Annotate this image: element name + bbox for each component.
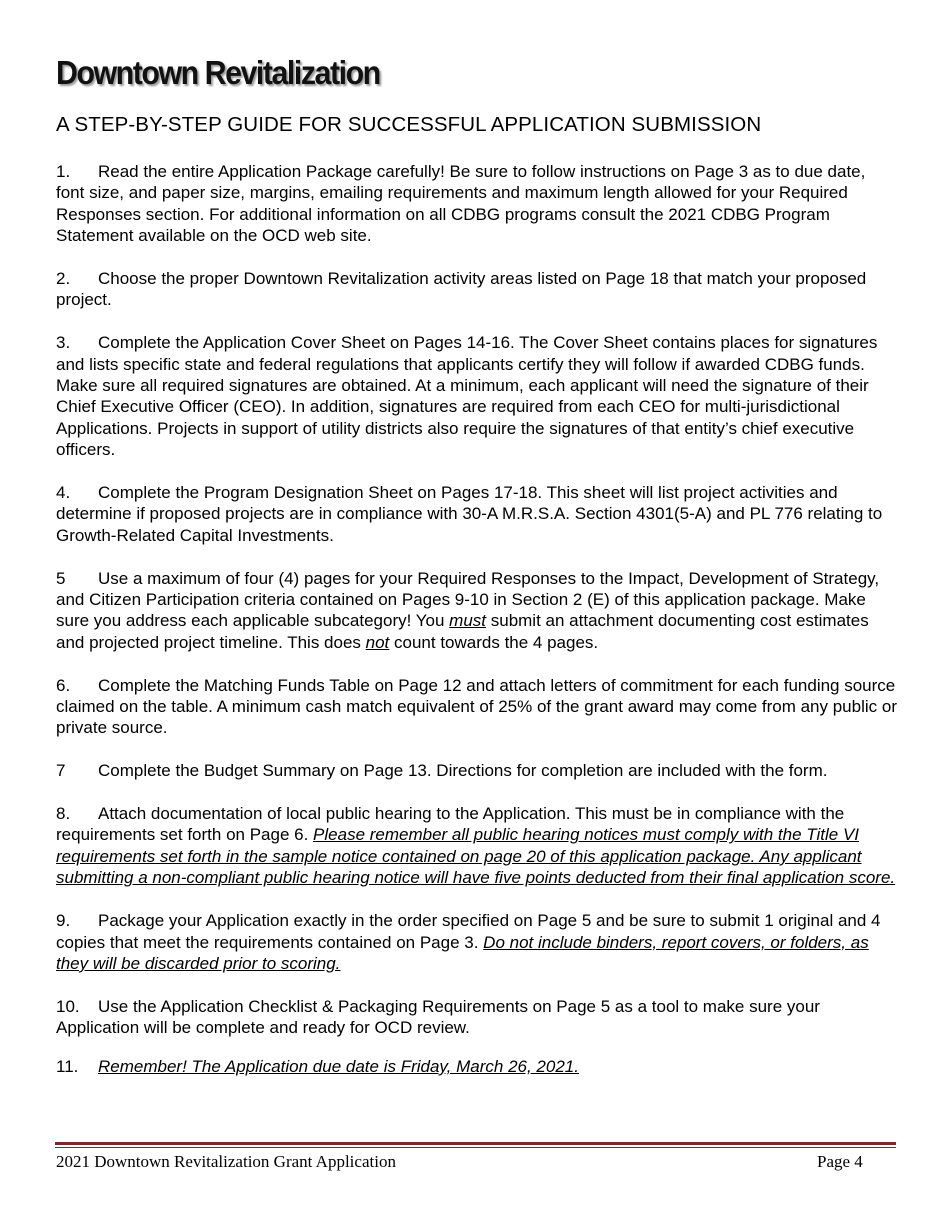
step-text: Complete the Program Designation Sheet on Pages 17-18. This sheet will list project activities and determine if proposed projects are in compliance with 30-A M.R.S.A. Section 4301(5-A) and PL 776 relating to Growth-Related Capital Investments. bbox=[56, 483, 883, 545]
step-text: Choose the proper Downtown Revitalization activity areas listed on Page 18 that match your proposed project. bbox=[56, 269, 867, 310]
step-3 bbox=[56, 332, 898, 460]
step-text: submit an attachment documenting cost estimates and projected project timeline. This does bbox=[56, 611, 869, 652]
step-number: 3. bbox=[56, 333, 71, 353]
step-text: Attach documentation of local public hearing to the Application. This must be in compliance with the requirements set forth on Page 6. bbox=[56, 804, 845, 845]
step-emphasis: Remember! The Application due date is Friday, March 26, 2021. bbox=[98, 1056, 579, 1076]
step-number: 11. bbox=[56, 1056, 79, 1076]
step-11 bbox=[56, 1056, 898, 1077]
step-text: count towards the 4 pages. bbox=[389, 632, 599, 652]
step-emphasis: Please remember all public hearing notices must comply with the Title VI requirements set forth in the sample notice contained on page 20 of this application package. Any applicant submitting a non-compliant public hearing notice will have five points deducted from their final application score. bbox=[56, 825, 896, 888]
step-number: 2. bbox=[56, 269, 71, 289]
page-subtitle: A STEP-BY-STEP GUIDE FOR SUCCESSFUL APPLICATION SUBMISSION bbox=[56, 113, 762, 136]
step-emphasis: not bbox=[365, 632, 390, 652]
step-4 bbox=[56, 482, 898, 546]
footer-divider-thick bbox=[55, 1142, 896, 1145]
step-text: Use the Application Checklist & Packaging Requirements on Page 5 as a tool to make sure your Application will be complete and ready for OCD review. bbox=[56, 996, 820, 1038]
step-10 bbox=[56, 996, 898, 1039]
step-emphasis: must bbox=[449, 611, 487, 631]
step-text: Complete the Application Cover Sheet on Pages 14-16. The Cover Sheet contains places for signatures and lists specific state and federal regulations that applicants certify they will follow if awarded CDBG funds. Make sure all required signatures are obtained. At a minimum, each applicant will need the signature of their Chief Executive Officer (CEO). In addition, signatures are required from each CEO for multi-jurisdictional Applications. Projects in support of utility districts also require the signatures of that entity’s chief executive officers. bbox=[56, 333, 878, 460]
steps-list bbox=[56, 161, 898, 1099]
step-5 bbox=[56, 568, 898, 654]
page-title: Downtown Revitalization bbox=[56, 54, 380, 91]
step-text: Use a maximum of four (4) pages for your Required Responses to the Impact, Development of Strategy, and Citizen Participation criteria contained on Pages 9-10 in Section 2 (E) of this application package. Make sure you address each applicable subcategory! You bbox=[56, 568, 880, 631]
step-number: 9. bbox=[56, 911, 71, 931]
footer-page-number: Page 4 bbox=[817, 1152, 863, 1171]
step-number: 5 bbox=[56, 568, 66, 588]
step-7 bbox=[56, 760, 898, 781]
step-number: 7 bbox=[56, 761, 66, 781]
step-number: 8. bbox=[56, 804, 71, 824]
step-text: Read the entire Application Package carefully! Be sure to follow instructions on Page 3 as to due date, font size, and paper size, margins, emailing requirements and maximum length allowed for your Required Responses section. For additional information on all CDBG programs consult the 2021 CDBG Program Statement available on the OCD web site. bbox=[56, 162, 866, 246]
step-number: 6. bbox=[56, 675, 71, 695]
step-2 bbox=[56, 268, 898, 311]
step-1 bbox=[56, 161, 898, 247]
footer-document-title: 2021 Downtown Revitalization Grant Application bbox=[56, 1152, 396, 1171]
step-number: 4. bbox=[56, 483, 71, 503]
step-text: Complete the Matching Funds Table on Page 12 and attach letters of commitment for each funding source claimed on the table. A minimum cash match equivalent of 25% of the grant award may come from any public or private source. bbox=[56, 675, 897, 738]
step-emphasis: Do not include binders, report covers, or folders, as they will be discarded prior to scoring. bbox=[56, 932, 869, 973]
step-9 bbox=[56, 910, 898, 974]
step-number: 10. bbox=[56, 996, 80, 1016]
step-number: 1. bbox=[56, 162, 71, 181]
footer-divider-thin bbox=[55, 1147, 896, 1148]
step-text: Complete the Budget Summary on Page 13. Directions for completion are included with the form. bbox=[98, 761, 828, 781]
step-text: Package your Application exactly in the order specified on Page 5 and be sure to submit 1 original and 4 copies that meet the requirements contained on Page 3. bbox=[56, 911, 881, 952]
step-8 bbox=[56, 803, 898, 889]
step-6 bbox=[56, 675, 898, 739]
